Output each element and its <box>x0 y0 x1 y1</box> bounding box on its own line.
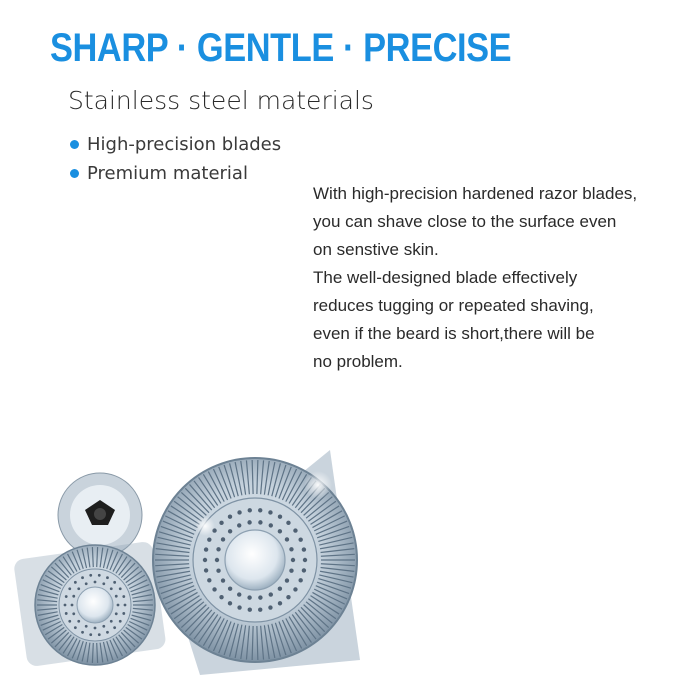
description-line: on senstive skin. <box>313 240 439 259</box>
headline: SHARP · GENTLE · PRECISE <box>50 26 512 70</box>
description-line: even if the beard is short,there will be <box>313 324 595 343</box>
razor-blades-image <box>0 430 679 679</box>
feature-label: Premium material <box>87 163 248 184</box>
bullet-dot-icon <box>70 169 79 178</box>
description <box>313 180 679 376</box>
subtitle: Stainless steel materials <box>68 86 374 115</box>
feature-list <box>70 130 281 188</box>
feature-item <box>70 159 281 188</box>
feature-label: High-precision blades <box>87 134 282 155</box>
small-blade-head-icon <box>13 541 167 667</box>
feature-item <box>70 130 281 159</box>
description-line: no problem. <box>313 352 403 371</box>
bullet-dot-icon <box>70 140 79 149</box>
description-line: The well-designed blade effectively <box>313 268 578 287</box>
description-line: With high-precision hardened razor blades, <box>313 184 638 203</box>
description-line: you can shave close to the surface even <box>313 212 617 231</box>
description-line: reduces tugging or repeated shaving, <box>313 296 594 315</box>
